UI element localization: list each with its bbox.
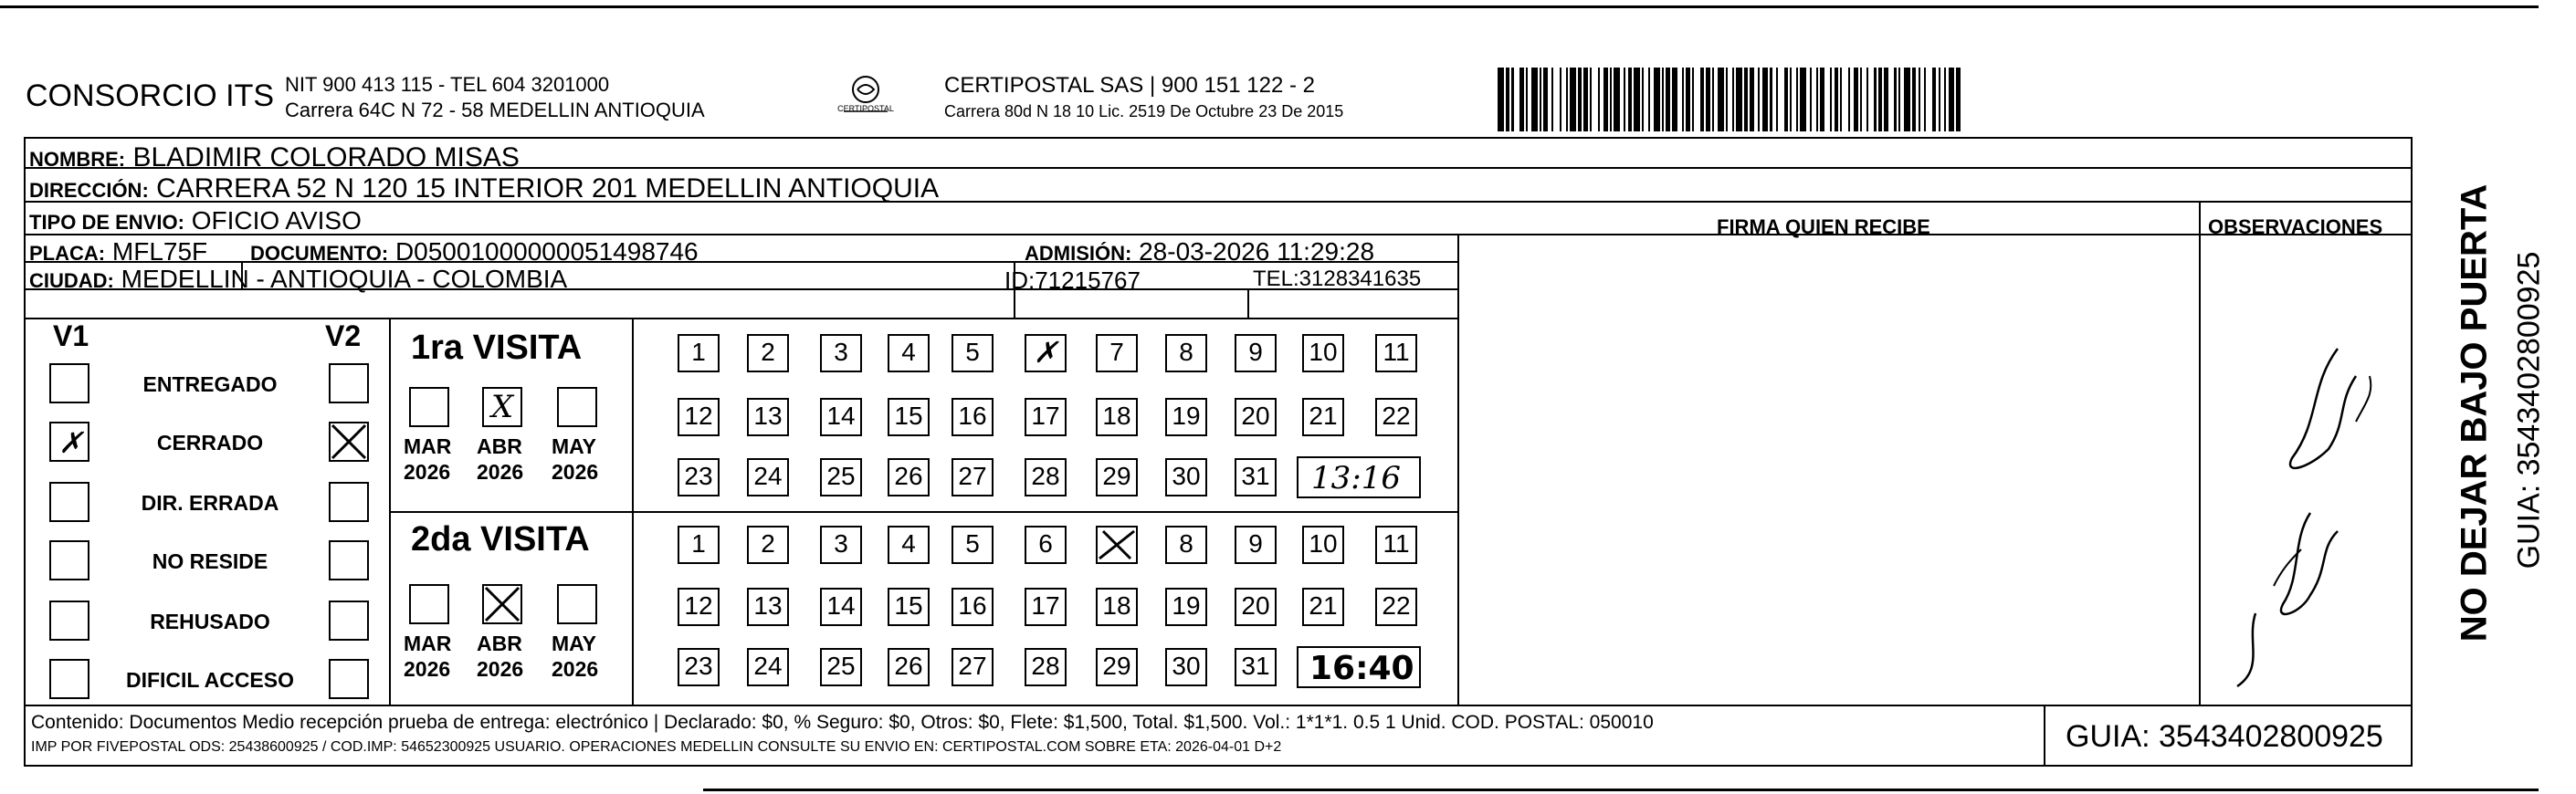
id-value: ID:71215767 — [1004, 266, 1141, 294]
day-box[interactable]: 27 — [952, 648, 994, 686]
day-box[interactable]: 20 — [1235, 588, 1277, 626]
day-box[interactable]: 2 — [747, 334, 789, 372]
day-box[interactable]: 12 — [678, 398, 720, 436]
no-dejar-text: NO DEJAR BAJO PUERTA — [2454, 183, 2495, 643]
direccion-value: CARRERA 52 N 120 15 INTERIOR 201 MEDELLIN ANTIOQUIA — [156, 173, 940, 204]
day-box[interactable]: 8 — [1165, 334, 1207, 372]
direccion-label: DIRECCIÓN: — [29, 179, 149, 202]
admision-value: 28-03-2026 11:29:28 — [1139, 237, 1375, 266]
year-label: 2026 — [552, 657, 599, 681]
day-box[interactable]: 11 — [1375, 526, 1417, 564]
v2-label: V2 — [325, 319, 362, 352]
side-guia-text: GUIA: 3543402800925 — [2511, 251, 2547, 569]
carrier-line2: Carrera 80d N 18 10 Lic. 2519 De Octubre 23 De 2015 — [944, 102, 1344, 120]
v2-checkbox[interactable] — [329, 601, 369, 641]
day-box[interactable]: 28 — [1025, 648, 1067, 686]
v2-checkbox[interactable] — [329, 482, 369, 522]
v1-checkbox[interactable] — [49, 482, 89, 522]
day-box[interactable]: 22 — [1375, 398, 1417, 436]
month-checkbox[interactable] — [482, 584, 522, 624]
status-label: DIFICIL ACCESO — [125, 668, 294, 692]
day-box[interactable]: 29 — [1096, 458, 1138, 496]
day-box[interactable]: 30 — [1165, 458, 1207, 496]
day-box[interactable]: 31 — [1235, 648, 1277, 686]
month-checkbox[interactable] — [482, 387, 522, 427]
day-box[interactable]: 15 — [888, 588, 930, 626]
day-box[interactable]: 3 — [820, 526, 862, 564]
month-check-mark-icon: X — [491, 389, 514, 425]
day-box[interactable]: 23 — [678, 648, 720, 686]
day-box[interactable]: 10 — [1302, 334, 1344, 372]
top-border — [0, 5, 2539, 8]
day-box[interactable]: 25 — [820, 458, 862, 496]
v1-checkbox[interactable] — [49, 601, 89, 641]
year-label: 2026 — [477, 657, 524, 681]
year-label: 2026 — [552, 460, 599, 484]
day-box[interactable]: 21 — [1302, 398, 1344, 436]
bottom-border — [703, 789, 2539, 791]
v1-check-mark-icon: ✗ — [58, 425, 83, 460]
v2-check-mark-icon — [331, 423, 367, 465]
day-box[interactable]: 16 — [952, 398, 994, 436]
day-box[interactable]: 24 — [747, 458, 789, 496]
day-box[interactable]: 1 — [678, 526, 720, 564]
v2-checkbox[interactable] — [329, 422, 369, 462]
day-box[interactable]: 28 — [1025, 458, 1067, 496]
status-label: DIR. ERRADA — [141, 491, 279, 515]
year-label: 2026 — [477, 460, 524, 484]
day-box[interactable]: 5 — [952, 334, 994, 372]
observaciones-handwriting — [2201, 239, 2411, 705]
year-label: 2026 — [404, 460, 451, 484]
month-label: MAR — [404, 632, 452, 655]
tipo-value: OFICIO AVISO — [191, 206, 362, 235]
day-box[interactable]: 30 — [1165, 648, 1207, 686]
status-label: REHUSADO — [150, 610, 270, 633]
month-checkbox[interactable] — [557, 387, 597, 427]
first-visit-time: 13:16 — [1297, 456, 1421, 498]
day-box[interactable]: 5 — [952, 526, 994, 564]
day-box[interactable]: 16 — [952, 588, 994, 626]
tipo-label: TIPO DE ENVIO: — [29, 211, 184, 234]
day-box[interactable]: 14 — [820, 588, 862, 626]
day-box[interactable]: 25 — [820, 648, 862, 686]
day-box[interactable]: 6 — [1025, 526, 1067, 564]
ciudad-label: CIUDAD: — [29, 269, 114, 292]
day-box[interactable] — [1025, 334, 1067, 372]
day-box[interactable]: 23 — [678, 458, 720, 496]
observaciones-header: OBSERVACIONES — [2208, 215, 2383, 238]
month-label: MAY — [552, 632, 596, 655]
month-label: MAY — [552, 434, 596, 458]
certipostal-logo — [829, 71, 902, 126]
footer-guia: GUIA: 3543402800925 — [2066, 719, 2383, 754]
placa-value: MFL75F — [111, 237, 208, 266]
day-box[interactable]: 3 — [820, 334, 862, 372]
v1-checkbox[interactable] — [49, 363, 89, 403]
documento-label: DOCUMENTO: — [250, 242, 389, 265]
second-visit-time: 16:40 — [1297, 646, 1421, 688]
month-checkbox[interactable] — [409, 387, 449, 427]
v2-checkbox[interactable] — [329, 363, 369, 403]
company-line2: Carrera 64C N 72 - 58 MEDELLIN ANTIOQUIA — [285, 99, 705, 121]
day-box[interactable]: 27 — [952, 458, 994, 496]
first-visit-title: 1ra VISITA — [411, 329, 583, 367]
day-box[interactable]: 17 — [1025, 398, 1067, 436]
month-label: ABR — [477, 632, 522, 655]
day-box[interactable]: 19 — [1165, 398, 1207, 436]
year-label: 2026 — [404, 657, 451, 681]
day-box[interactable]: 31 — [1235, 458, 1277, 496]
v1-checkbox[interactable] — [49, 422, 89, 462]
day-box[interactable]: 14 — [820, 398, 862, 436]
day-box[interactable]: 4 — [888, 526, 930, 564]
day-mark-icon: ✗ — [1033, 335, 1058, 370]
day-box[interactable]: 15 — [888, 398, 930, 436]
company-line1: NIT 900 413 115 - TEL 604 3201000 — [285, 73, 610, 96]
month-label: MAR — [404, 434, 452, 458]
v1-checkbox[interactable] — [49, 540, 89, 580]
v2-checkbox[interactable] — [329, 540, 369, 580]
day-box[interactable]: 22 — [1375, 588, 1417, 626]
day-box[interactable]: 11 — [1375, 334, 1417, 372]
v1-label: V1 — [53, 319, 89, 352]
day-box[interactable]: 20 — [1235, 398, 1277, 436]
day-box[interactable]: 10 — [1302, 526, 1344, 564]
day-box[interactable]: 13 — [747, 398, 789, 436]
day-box[interactable]: 9 — [1235, 526, 1277, 564]
status-label: NO RESIDE — [152, 549, 268, 573]
day-box[interactable]: 7 — [1096, 334, 1138, 372]
day-box[interactable]: 17 — [1025, 588, 1067, 626]
day-box[interactable]: 26 — [888, 648, 930, 686]
barcode — [1498, 68, 2228, 131]
v2-checkbox[interactable] — [329, 659, 369, 699]
day-box[interactable] — [1096, 526, 1138, 564]
side-text — [2420, 164, 2557, 675]
tel-value: TEL:3128341635 — [1253, 266, 1422, 291]
logo-text: CERTIPOSTAL — [837, 104, 894, 113]
status-label: ENTREGADO — [142, 372, 278, 396]
month-checkbox[interactable] — [557, 584, 597, 624]
form-outer — [24, 137, 2413, 767]
footer-contenido: Contenido: Documentos Medio recepción prueba de entrega: electrónico | Declarado: $0, % Seguro: $0, Otros: $0, Flete: $1,500, Total. $1,500. Vol.: 1*1*1. 0.5 1 Unid. COD. POSTAL: 050010 — [31, 712, 1654, 733]
day-box[interactable]: 8 — [1165, 526, 1207, 564]
day-box[interactable]: 13 — [747, 588, 789, 626]
nombre-label: NOMBRE: — [29, 148, 126, 171]
month-check-mark-icon — [484, 586, 520, 627]
day-box[interactable]: 26 — [888, 458, 930, 496]
documento-value: D05001000000051498746 — [394, 237, 699, 266]
day-box[interactable]: 18 — [1096, 398, 1138, 436]
day-box[interactable]: 21 — [1302, 588, 1344, 626]
day-box[interactable]: 24 — [747, 648, 789, 686]
v1-checkbox[interactable] — [49, 659, 89, 699]
month-checkbox[interactable] — [409, 584, 449, 624]
day-box[interactable]: 2 — [747, 526, 789, 564]
firma-header: FIRMA QUIEN RECIBE — [1717, 215, 1930, 238]
admision-label: ADMISIÓN: — [1025, 242, 1132, 265]
placa-label: PLACA: — [29, 242, 106, 265]
day-box[interactable]: 29 — [1096, 648, 1138, 686]
day-box[interactable]: 9 — [1235, 334, 1277, 372]
month-label: ABR — [477, 434, 522, 458]
day-box[interactable]: 18 — [1096, 588, 1138, 626]
day-box[interactable]: 1 — [678, 334, 720, 372]
day-box[interactable]: 4 — [888, 334, 930, 372]
company-name: CONSORCIO ITS — [26, 78, 275, 113]
day-box[interactable]: 19 — [1165, 588, 1207, 626]
carrier-line1: CERTIPOSTAL SAS | 900 151 122 - 2 — [944, 73, 1315, 98]
footer-imp: IMP POR FIVEPOSTAL ODS: 25438600925 / COD.IMP: 54652300925 USUARIO. OPERACIONES MEDELLIN CONSULTE SU ENVIO EN: CERTIPOSTAL.COM SOBRE ETA: 2026-04-01 D+2 — [31, 739, 1282, 755]
nombre-value: BLADIMIR COLORADO MISAS — [132, 142, 520, 172]
day-box[interactable]: 12 — [678, 588, 720, 626]
status-label: CERRADO — [156, 431, 264, 454]
second-visit-title: 2da VISITA — [411, 520, 590, 559]
day-mark-icon — [1098, 539, 1136, 568]
ciudad-value: MEDELLIN - ANTIOQUIA - COLOMBIA — [121, 265, 568, 293]
